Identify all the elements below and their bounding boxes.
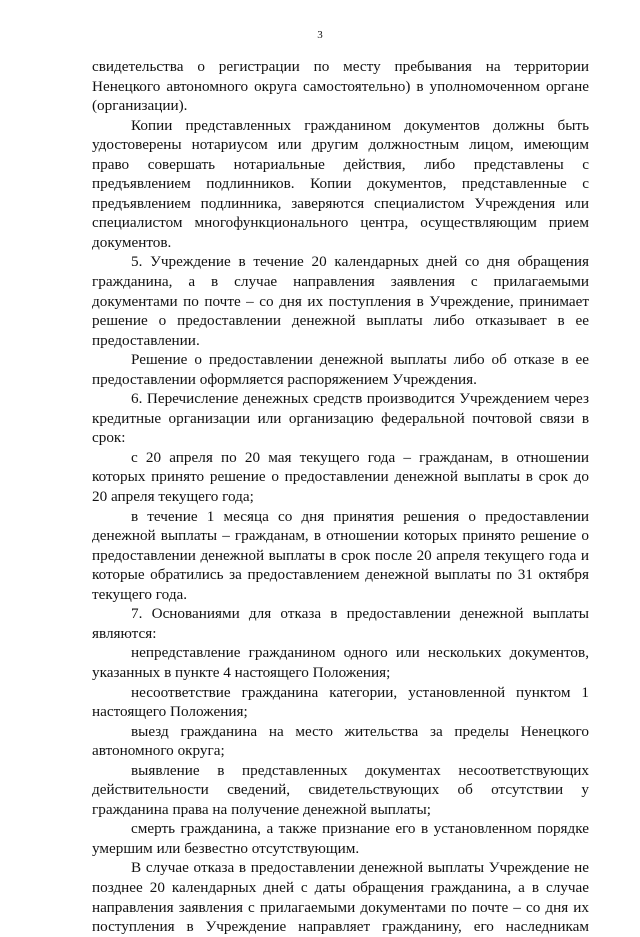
paragraph-registration-continuation: свидетельства о регистрации по месту пребывания на территории Ненецкого автономного округа самостоятельно) в уполномоченном органе (организации). xyxy=(92,58,589,115)
paragraph-payment-term-1: с 20 апреля по 20 мая текущего года – гражданам, в отношении которых принято решение о предоставлении денежной выплаты в срок до 20 апреля текущего года; xyxy=(92,448,589,506)
page-number: 3 xyxy=(317,29,323,41)
paragraph-payment-term-2: в течение 1 месяца со дня принятия решения о предоставлении денежной выплаты – гражданам, в отношении которых принято решение о предоставлении денежной выплаты в срок после 20 апреля текущего года и которые обратились за предоставлением денежной выплаты по 31 октября текущего года. xyxy=(92,507,589,603)
paragraph-decision: Решение о предоставлении денежной выплаты либо об отказе в ее предоставлении оформляется распоряжением Учреждения. xyxy=(92,351,589,388)
paragraph-refusal-ground-4: выявление в представленных документах несоответствующих действительности сведений, свидетельствующих об отсутствии у гражданина права на получение денежной выплаты; xyxy=(92,761,589,818)
document-body xyxy=(92,57,589,937)
paragraph-item-6: 6. Перечисление денежных средств производится Учреждением через кредитные организации или организацию федеральной почтовой связи в срок: xyxy=(92,390,589,447)
paragraph-refusal-ground-2: несоответствие гражданина категории, установленной пунктом 1 настоящего Положения; xyxy=(92,683,589,721)
paragraph-refusal-ground-1: непредставление гражданином одного или нескольких документов, указанных в пункте 4 настоящего Положения; xyxy=(92,644,589,681)
paragraph-refusal-notice: В случае отказа в предоставлении денежной выплаты Учреждение не позднее 20 календарных дней с даты обращения гражданина, а в случае направления заявления с прилагаемыми документами по почте – со дня их поступления в Учреждение направляет гражданину, его наследникам xyxy=(92,859,589,936)
paragraph-item-5: 5. Учреждение в течение 20 календарных дней со дня обращения гражданина, а в случае направления заявления с прилагаемыми документами по почте – со дня их поступления в Учреждение, принимает решение о предоставлении денежной выплаты либо отказывает в ее предоставлении. xyxy=(92,253,589,349)
paragraph-document-copies: Копии представленных гражданином документов должны быть удостоверены нотариусом или другим должностным лицом, имеющим право совершать нотариальные действия, либо представлены с предъявлением подлинников. Копии документов, представленные с предъявлением подлинника, заверяются специалистом Учреждения или специалистом многофункционального центра, осуществляющим прием документов. xyxy=(92,116,589,251)
paragraph-refusal-ground-3: выезд гражданина на место жительства за пределы Ненецкого автономного округа; xyxy=(92,722,589,760)
paragraph-refusal-ground-5: смерть гражданина, а также признание его в установленном порядке умершим или безвестно отсутствующим. xyxy=(92,820,589,857)
paragraph-item-7: 7. Основаниями для отказа в предоставлении денежной выплаты являются: xyxy=(92,605,589,642)
